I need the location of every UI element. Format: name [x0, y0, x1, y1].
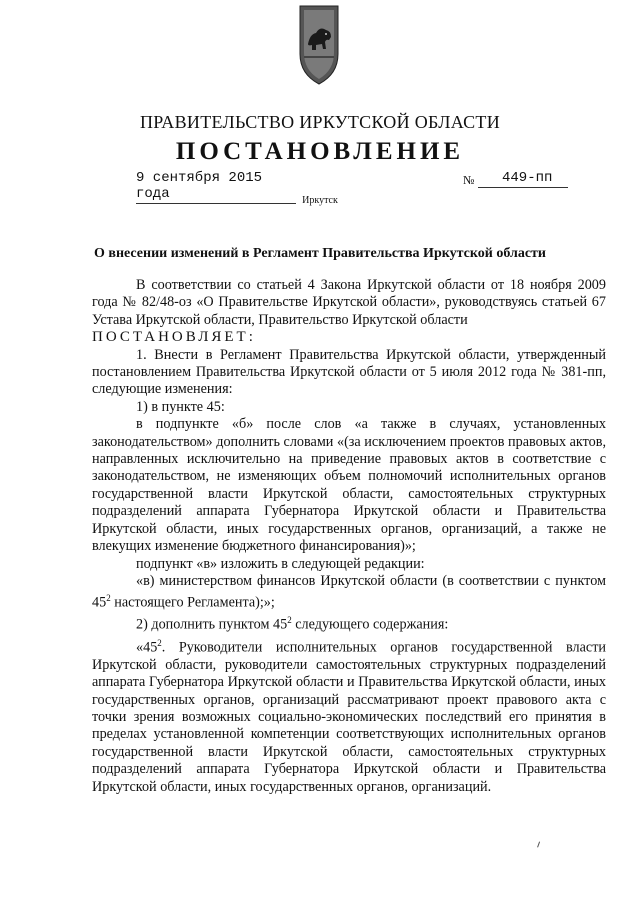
- paragraph-item-1: 1. Внести в Регламент Правительства Иркутской области, утвержденный постановлением Правительства Иркутской области от 5 июля 2012 года № 381-пп, следующие изменения:: [92, 346, 606, 398]
- document-body: [92, 277, 606, 796]
- coat-of-arms-icon: [296, 4, 342, 86]
- document-date: 9 сентября 2015 года: [136, 170, 296, 204]
- superscript: 2: [287, 615, 292, 626]
- document-type: ПОСТАНОВЛЕНИЕ: [175, 138, 465, 165]
- text-fragment: 2) дополнить пунктом 45: [136, 617, 288, 634]
- paragraph-point-45-2: [92, 635, 606, 796]
- document-city: Иркутск: [302, 195, 338, 206]
- document-title: О внесении изменений в Регламент Правительства Иркутской области: [94, 246, 546, 261]
- paragraph-subpoint-v-text: [92, 573, 606, 613]
- number-sign: №: [463, 173, 475, 187]
- text-fragment: настоящего Регламента);»;: [110, 595, 275, 612]
- scan-mark: [537, 841, 543, 848]
- superscript: 2: [106, 593, 111, 604]
- government-name: ПРАВИТЕЛЬСТВО ИРКУТСКОЙ ОБЛАСТИ: [139, 112, 501, 132]
- decree-word: ПОСТАНОВЛЯЕТ:: [92, 329, 256, 346]
- text-fragment: . Руководители исполнительных органов государственной власти Иркутской области, руководители самостоятельных структурных подразделений аппарата Губернатора Иркутской области и Правительства Иркутской области, иных государственных органов, организаций рассматривают проект правового акта с точки зрения возможных социально-экономических последствий его принятия в пределах установленной компетенции соответствующих исполнительных органов государственной власти Иркутской области, самостоятельных структурных подразделений аппарата Губернатора Иркутской области и Правительства Иркутской области, иных государственных органов, организаций.: [92, 639, 606, 795]
- paragraph-subitem-1: 1) в пункте 45:: [136, 398, 225, 415]
- paragraph-preamble: В соответствии со статьей 4 Закона Иркутской области от 18 ноября 2009 года № 82/48-оз «О Правительстве Иркутской области», руководствуясь статьей 67 Устава Иркутской области, Правительство Иркутской области: [92, 277, 606, 328]
- text-fragment: следующего содержания:: [291, 617, 449, 634]
- paragraph-subpoint-v-intro: подпункт «в» изложить в следующей редакции:: [136, 555, 425, 572]
- paragraph-subpoint-b: в подпункте «б» после слов «а также в случаях, установленных законодательством» дополнить словами «(за исключением проектов правовых актов, направленных исключительно на приведение правовых актов в соответствие с законодательством, не изменяющих объем полномочий исполнительных органов государственной власти Иркутской области, самостоятельных структурных подразделений аппарата Губернатора Иркутской области и Правительства Иркутской области, иных государственных органов, организаций, а также не влекущих изменение бюджетного финансирования)»;: [92, 416, 606, 555]
- superscript: 2: [157, 637, 162, 648]
- text-fragment: «45: [136, 639, 158, 656]
- text-fragment: «в) министерством финансов Иркутской области (в соответствии с пунктом 45: [92, 572, 606, 612]
- paragraph-subitem-2: [92, 612, 606, 634]
- document-number: 449-пп: [478, 170, 568, 188]
